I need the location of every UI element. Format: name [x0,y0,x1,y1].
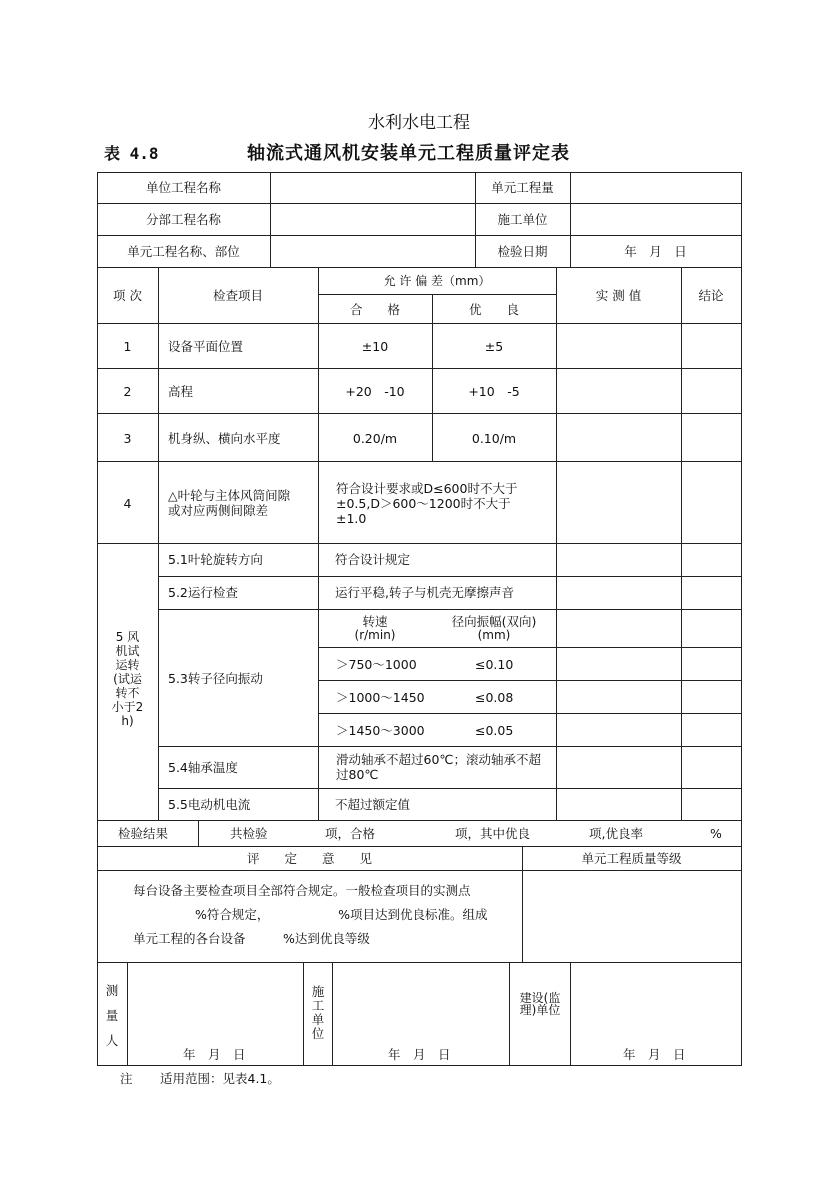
item-5-1: 5.1叶轮旋转方向 [168,552,263,567]
excellent-header: 优 良 [468,302,519,317]
row3-qualified: 0.20/m [352,431,398,446]
row2-qualified: +20 -10 [345,384,405,399]
result-pass: 项，合格 [325,826,376,841]
row1-qualified: ±10 [361,339,389,354]
row2-excellent: +10 -5 [468,384,520,399]
row1-item: 设备平面位置 [168,339,244,354]
qualified-header: 合 格 [349,302,400,317]
check-item-header: 检查项目 [212,288,263,303]
row3-excellent: 0.10/m [471,431,517,446]
unit-quantity-label: 单元工程量 [491,180,554,195]
row4-no: 4 [123,496,132,511]
amplitude-row-3: ≤0.05 [475,723,514,738]
row2-no: 2 [123,384,132,399]
element-name-label: 单元工程名称、部位 [127,244,240,259]
item-5-2-standard: 运行平稳,转子与机壳无摩擦声音 [335,585,514,600]
item-5-1-standard: 符合设计规定 [335,552,411,567]
evaluation-line-3: 单元工程的各台设备 %达到优良等级 [133,931,370,946]
evaluation-line-1: 每台设备主要检查项目全部符合规定。一般检查项目的实测点 [133,883,471,898]
group5-label: 5 风机试运转(试运转不小于2h) [111,630,144,728]
row4-standard: 符合设计要求或D≤600时不大于±0.5,D＞600～1200时不大于±1.0 [336,481,518,526]
note-label: 注 [120,1071,133,1086]
supervisor-date: 年 月 日 [623,1047,686,1062]
table-number: 表 4.8 [104,144,159,163]
amplitude-row-2: ≤0.08 [475,690,514,705]
row3-item: 机身纵、横向水平度 [168,431,281,446]
speed-header: 转速 [362,614,388,629]
item-5-4-standard: 滑动轴承不超过60℃；滚动轴承不超过80℃ [336,752,541,782]
speed-row-2: ＞1000～1450 [336,690,425,705]
contractor-label: 施工单位 [497,212,548,227]
speed-row-3: ＞1450～3000 [336,723,425,738]
result-rate: 项,优良率 [589,826,643,841]
row1-excellent: ±5 [484,339,504,354]
measured-value-header: 实 测 值 [595,288,642,303]
evaluation-opinion-label: 评 定 意 见 [246,851,372,866]
contractor-sign-label: 施工单位 [311,984,325,1041]
item-5-4: 5.4轴承温度 [168,760,238,775]
item-5-3: 5.3转子径向振动 [168,671,263,686]
inspection-date-label: 检验日期 [497,244,548,259]
speed-row-1: ＞750～1000 [336,657,417,672]
item-5-2: 5.2运行检查 [168,585,238,600]
amplitude-row-1: ≤0.10 [475,657,514,672]
note-text: 适用范围：见表4.1。 [160,1071,280,1086]
row1-no: 1 [123,339,132,354]
amplitude-header: 径向振幅(双向) [451,614,537,629]
main-title: 轴流式通风机安装单元工程质量评定表 [247,143,570,164]
conclusion-header: 结论 [698,288,724,303]
row2-item: 高程 [168,384,194,399]
contractor-date: 年 月 日 [388,1047,451,1062]
allowed-deviation-header: 允 许 偏 差（mm） [383,274,491,288]
unit-project-name-label: 单位工程名称 [145,180,221,195]
inspection-date-value: 年 月 日 [624,244,687,259]
item-5-5: 5.5电动机电流 [168,797,251,812]
result-total: 共检验 [230,826,268,841]
evaluation-line-2: %符合规定， %项目达到优良标准。组成 [195,907,488,922]
row4-item: △叶轮与主体风筒间隙或对应两侧间隙差 [168,488,291,518]
surveyor-label: 测量人 [105,983,119,1048]
quality-grade-label: 单元工程质量等级 [581,851,682,866]
result-excellent: 项，其中优良 [455,826,531,841]
top-title: 水利水电工程 [368,113,470,133]
result-label: 检验结果 [118,826,169,841]
item-5-5-standard: 不超过额定值 [335,797,411,812]
item-no-header: 项 次 [113,288,142,303]
surveyor-date: 年 月 日 [183,1047,246,1062]
speed-unit: (r/min) [354,628,396,642]
result-percent: % [710,826,722,841]
row3-no: 3 [123,431,132,446]
supervisor-sign-label: 建设(监理)单位 [519,991,561,1017]
sub-project-name-label: 分部工程名称 [145,212,221,227]
amplitude-unit: (mm) [477,628,511,642]
